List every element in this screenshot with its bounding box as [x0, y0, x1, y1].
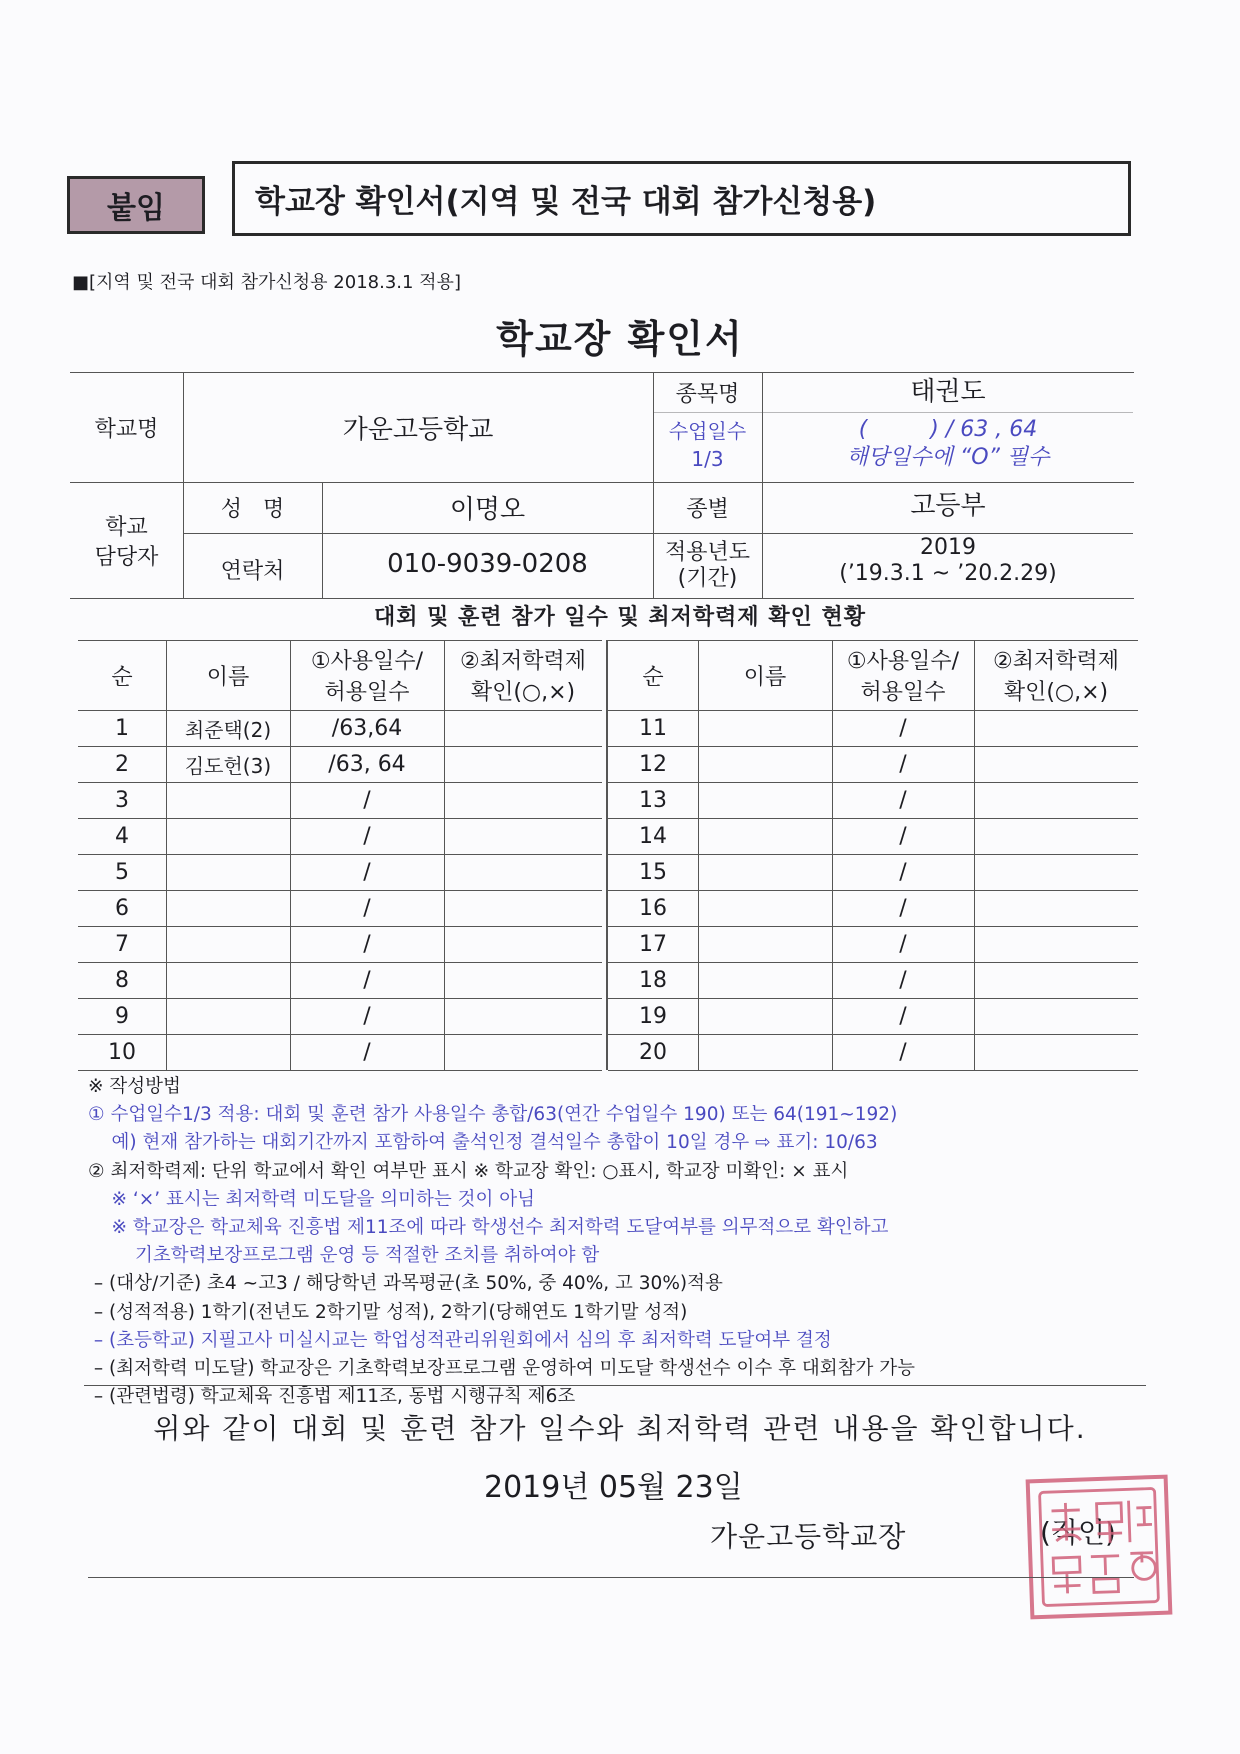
table-cell-check — [974, 782, 1138, 818]
table-cell-check — [444, 818, 602, 854]
category-value: 고등부 — [910, 491, 986, 521]
confirmation-statement: 위와 같이 대회 및 훈련 참가 일수와 최저학력 관련 내용을 확인합니다. — [153, 1412, 1087, 1445]
year-value-1: 2019 — [920, 534, 976, 560]
table-cell-name — [166, 782, 290, 818]
table-cell-no: 14 — [639, 823, 667, 849]
principal-signature-line: 가운고등학교장 — [710, 1520, 907, 1553]
table-cell-no: 18 — [639, 967, 667, 993]
school-label: 학교명 — [94, 416, 159, 442]
table-cell-check — [974, 1034, 1138, 1070]
days-label-2: 1/3 — [691, 447, 724, 471]
instructions-heading: ※ 작성방법 — [88, 1076, 181, 1097]
table-cell-no: 8 — [115, 967, 129, 993]
event-label: 종목명 — [675, 381, 740, 407]
table-cell-days: / — [899, 1003, 907, 1029]
days-label-1: 수업일수 — [668, 418, 747, 443]
table-cell-name — [698, 998, 832, 1034]
table-cell-days: / — [363, 1003, 371, 1029]
table-cell-check — [974, 890, 1138, 926]
year-value-2: (’19.3.1 ~ ’20.2.29) — [839, 560, 1057, 586]
staff-label-1: 학교 — [105, 514, 148, 540]
table-cell-name — [166, 926, 290, 962]
table-cell-days: / — [363, 859, 371, 885]
instruction-line: 기초학력보장프로그램 운영 등 적절한 조치를 취하여야 함 — [88, 1245, 600, 1267]
table-cell-check — [974, 818, 1138, 854]
instruction-line: ※ ‘×’ 표시는 최저학력 미도달을 의미하는 것이 아님 — [88, 1188, 536, 1210]
instruction-line: 예) 현재 참가하는 대회기간까지 포함하여 출석인정 결석일수 총합이 10일 경우 ⇨ 표기: 10/63 — [88, 1132, 878, 1154]
table-cell-days: / — [363, 823, 371, 849]
table-cell-no: 7 — [115, 931, 129, 957]
instruction-line: – (관련법령) 학교체육 진흥법 제11조, 동법 시행규칙 제6조 — [88, 1386, 576, 1408]
table-cell-no: 2 — [115, 751, 129, 777]
header-check-1: ②최저학력제 — [993, 649, 1119, 674]
attachment-tag: 붙임 — [67, 176, 205, 234]
table-cell-days: / — [363, 967, 371, 993]
header-check-sub-0: 확인(○,×) — [470, 680, 576, 705]
table-cell-days: /63, 64 — [328, 751, 406, 777]
table-cell-no: 19 — [639, 1003, 667, 1029]
name-value: 이명오 — [449, 495, 526, 525]
issue-date: 2019년 05월 23일 — [484, 1470, 743, 1505]
table-cell-check — [974, 998, 1138, 1034]
table-cell-check — [444, 746, 602, 782]
table-cell-name — [166, 998, 290, 1034]
table-cell-no: 20 — [639, 1039, 667, 1065]
table-cell-name — [166, 890, 290, 926]
page-title: 학교장 확인서 — [496, 317, 744, 361]
table-cell-days: / — [363, 787, 371, 813]
table-cell-name — [698, 710, 832, 746]
table-cell-check — [974, 962, 1138, 998]
table-cell-name — [698, 782, 832, 818]
header-days-sub-1: 허용일수 — [860, 680, 946, 705]
table-cell-no: 13 — [639, 787, 667, 813]
table-cell-name — [698, 854, 832, 890]
table-cell-name — [698, 962, 832, 998]
days-value-2: 해당일수에 “O” 필수 — [846, 444, 1050, 470]
name-label: 성 명 — [220, 497, 285, 522]
header-check-sub-1: 확인(○,×) — [1003, 680, 1109, 705]
instructions — [88, 1073, 1168, 1411]
table-cell-name — [166, 962, 290, 998]
table-cell-no: 9 — [115, 1003, 129, 1029]
table-cell-check — [974, 710, 1138, 746]
instruction-line: – (초등학교) 지필고사 미실시교는 학업성적관리위원회에서 심의 후 최저학력 도달여부 결정 — [88, 1329, 832, 1351]
table-cell-name — [698, 818, 832, 854]
table-cell-name — [166, 854, 290, 890]
table-cell-days: / — [899, 859, 907, 885]
header-no-1: 순 — [642, 664, 664, 690]
table-cell-check — [974, 854, 1138, 890]
table-cell-no: 1 — [115, 715, 129, 741]
table-cell-name — [698, 1034, 832, 1070]
table-cell-name — [698, 746, 832, 782]
instruction-line: – (최저학력 미도달) 학교장은 기초학력보장프로그램 운영하여 미도달 학생선수 이수 후 대회참가 가능 — [88, 1358, 915, 1380]
table-cell-days: / — [899, 787, 907, 813]
table-cell-check — [444, 854, 602, 890]
instruction-line: – (성적적용) 1학기(전년도 2학기말 성적), 2학기(당해연도 1학기말 성적) — [88, 1301, 688, 1323]
table-cell-days: / — [363, 931, 371, 957]
header-days-1: ①사용일수/ — [846, 649, 960, 674]
instruction-line: – (대상/기준) 초4 ~고3 / 해당학년 과목평균(초 50%, 중 40%, 고 30%)적용 — [88, 1273, 723, 1295]
header-days-0: ①사용일수/ — [310, 649, 424, 674]
school-value: 가운고등학교 — [342, 414, 494, 445]
header-name-1: 이름 — [743, 664, 787, 690]
table-cell-no: 6 — [115, 895, 129, 921]
official-seal — [1026, 1475, 1173, 1620]
status-title: 대회 및 훈련 참가 일수 및 최저학력제 확인 현황 — [373, 605, 867, 630]
table-cell-check — [974, 746, 1138, 782]
table-cell-days: / — [899, 751, 907, 777]
table-cell-days: / — [899, 823, 907, 849]
table-cell-check — [444, 998, 602, 1034]
table-cell-no: 4 — [115, 823, 129, 849]
seal-note: (직인) — [1040, 1516, 1116, 1549]
table-cell-no: 15 — [639, 859, 667, 885]
table-cell-check — [444, 782, 602, 818]
table-cell-check — [444, 926, 602, 962]
table-cell-days: / — [899, 895, 907, 921]
header-check-0: ②최저학력제 — [460, 649, 586, 674]
year-label-1: 적용년도 — [664, 539, 750, 565]
event-value: 태권도 — [910, 376, 986, 407]
table-cell-no: 16 — [639, 895, 667, 921]
table-cell-days: / — [899, 1039, 907, 1065]
table-cell-no: 3 — [115, 787, 129, 813]
table-cell-days: / — [899, 931, 907, 957]
contact-value: 010-9039-0208 — [387, 549, 588, 579]
table-cell-name: 최준택(2) — [184, 717, 272, 742]
table-cell-name: 김도헌(3) — [184, 753, 272, 778]
table-cell-check — [974, 926, 1138, 962]
table-cell-no: 17 — [639, 931, 667, 957]
instruction-line: ① 수업일수1/3 적용: 대회 및 훈련 참가 사용일수 총합/63(연간 수업일수 190) 또는 64(191~192) — [88, 1104, 898, 1126]
table-cell-name — [698, 890, 832, 926]
table-cell-days: / — [363, 1039, 371, 1065]
header-name-0: 이름 — [206, 664, 250, 690]
table-cell-no: 10 — [108, 1039, 136, 1065]
year-label-2: (기간) — [677, 565, 738, 591]
table-cell-days: / — [899, 967, 907, 993]
table-cell-name — [166, 1034, 290, 1070]
staff-label-2: 담당자 — [94, 544, 159, 570]
instruction-line: ※ 학교장은 학교체육 진흥법 제11조에 따라 학생선수 최저학력 도달여부를 의무적으로 확인하고 — [88, 1217, 889, 1239]
table-cell-check — [444, 1034, 602, 1070]
table-cell-days: /63,64 — [331, 715, 403, 741]
table-cell-check — [444, 962, 602, 998]
table-cell-no: 5 — [115, 859, 129, 885]
table-cell-name — [166, 818, 290, 854]
contact-label: 연락처 — [220, 558, 285, 584]
table-cell-check — [444, 890, 602, 926]
document-heading: 학교장 확인서(지역 및 전국 대회 참가신청용) — [232, 161, 1131, 236]
table-cell-days: / — [363, 895, 371, 921]
category-label: 종별 — [686, 497, 729, 522]
table-cell-check — [444, 710, 602, 746]
header-no-0: 순 — [111, 664, 133, 690]
subnote: ■[지역 및 전국 대회 참가신청용 2018.3.1 적용] — [72, 272, 461, 293]
table-cell-no: 11 — [639, 715, 667, 741]
instruction-line: ② 최저학력제: 단위 학교에서 확인 여부만 표시 ※ 학교장 확인: ○표시, 학교장 미확인: × 표시 — [88, 1160, 849, 1182]
table-cell-days: / — [899, 715, 907, 741]
table-cell-name — [698, 926, 832, 962]
table-cell-no: 12 — [639, 751, 667, 777]
days-value-1: ( ) / 63 , 64 — [858, 416, 1038, 442]
header-days-sub-0: 허용일수 — [324, 680, 410, 705]
